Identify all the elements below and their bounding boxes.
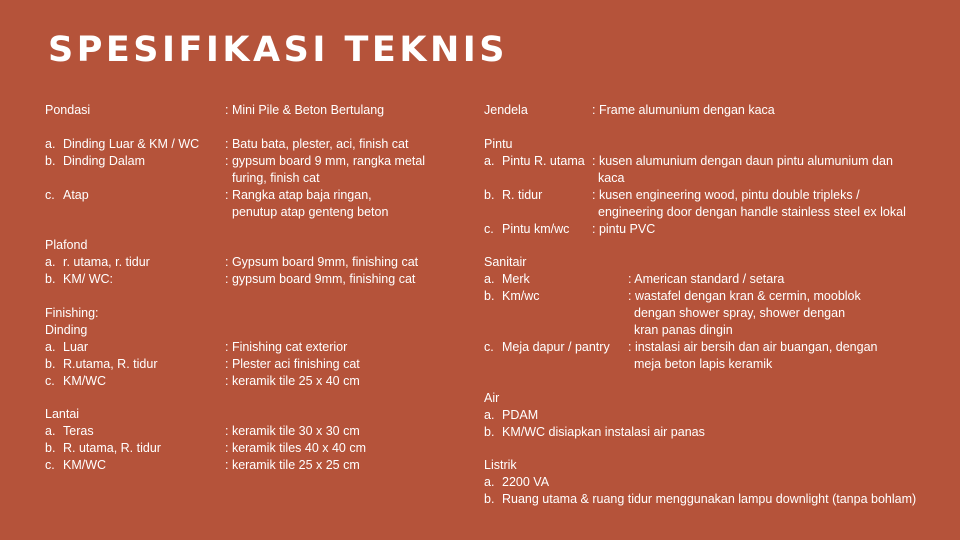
spec-value: : gypsum board 9mm, finishing cat bbox=[225, 272, 416, 286]
spec-row-lantai-kmwc bbox=[45, 457, 465, 474]
spec-row-continuation bbox=[484, 170, 954, 187]
spec-value: : American standard / setara bbox=[628, 272, 785, 286]
section-heading-row bbox=[45, 406, 465, 423]
spec-row-air-kmwc bbox=[484, 424, 954, 441]
spec-label: Dinding Dalam bbox=[63, 153, 145, 168]
list-number: c. bbox=[484, 340, 494, 354]
spec-label: Pintu km/wc bbox=[502, 221, 570, 236]
list-number: a. bbox=[484, 475, 495, 489]
section-heading-row bbox=[45, 237, 465, 254]
spec-value: : Finishing cat exterior bbox=[225, 339, 348, 354]
spec-label: Km/wc bbox=[502, 289, 540, 303]
list-number: b. bbox=[484, 289, 495, 303]
spec-label: Luar bbox=[63, 339, 89, 354]
spec-label: R. utama, R. tidur bbox=[63, 441, 161, 455]
section-heading-lantai: Lantai bbox=[45, 407, 80, 421]
spec-value-continuation: meja beton lapis keramik bbox=[634, 357, 773, 371]
spec-value: : Mini Pile & Beton Bertulang bbox=[225, 103, 385, 117]
spec-row-continuation bbox=[484, 322, 954, 339]
spec-label: Meja dapur / pantry bbox=[502, 340, 610, 354]
spec-value: : keramik tile 25 x 40 cm bbox=[225, 373, 360, 388]
spec-value: : wastafel dengan kran & cermin, mooblok bbox=[628, 289, 861, 303]
spec-row-jendela bbox=[484, 102, 954, 119]
spec-row-pintu-kmwc bbox=[484, 221, 954, 238]
spec-label: Dinding Luar & KM / WC bbox=[63, 136, 200, 151]
list-number: b. bbox=[45, 356, 56, 371]
spec-label: Atap bbox=[63, 187, 89, 202]
spec-label: KM/WC bbox=[63, 373, 107, 388]
spec-row-sanitair-kmwc bbox=[484, 288, 954, 305]
list-number: c. bbox=[45, 458, 55, 472]
spec-row-continuation bbox=[484, 356, 954, 373]
list-number: b. bbox=[45, 441, 56, 455]
spec-value: : keramik tiles 40 x 40 cm bbox=[225, 441, 367, 455]
section-heading-listrik: Listrik bbox=[484, 458, 517, 472]
spec-row-atap bbox=[45, 187, 465, 204]
spec-row-continuation bbox=[45, 204, 465, 221]
spec-row-finishing-utama bbox=[45, 356, 465, 373]
section-subheading-row bbox=[45, 322, 465, 339]
spec-row-pintu-tidur bbox=[484, 187, 954, 204]
spec-row-plafond-kmwc bbox=[45, 271, 465, 288]
section-heading-pintu: Pintu bbox=[484, 136, 513, 151]
section-heading-row bbox=[45, 305, 465, 322]
spec-row-sanitair-dapur bbox=[484, 339, 954, 356]
list-number: a. bbox=[45, 339, 56, 354]
spec-row-air-pdam bbox=[484, 407, 954, 424]
spec-label: Pondasi bbox=[45, 103, 91, 117]
section-heading-plafond: Plafond bbox=[45, 238, 88, 252]
spec-label: Jendela bbox=[484, 103, 528, 117]
spec-row-continuation bbox=[45, 170, 465, 187]
section-heading-row bbox=[484, 457, 954, 474]
spec-value: : kusen alumunium dengan daun pintu alumunium dan bbox=[592, 153, 893, 168]
spec-value: : pintu PVC bbox=[592, 221, 656, 236]
list-number: c. bbox=[484, 221, 494, 236]
spec-row-listrik-va bbox=[484, 474, 954, 491]
list-number: b. bbox=[484, 424, 495, 439]
section-heading-row bbox=[484, 390, 954, 407]
spec-label: KM/WC bbox=[63, 458, 107, 472]
spec-text: KM/WC disiapkan instalasi air panas bbox=[502, 424, 705, 439]
spec-label: Merk bbox=[502, 272, 530, 286]
spec-value-continuation: dengan shower spray, shower dengan bbox=[634, 306, 846, 320]
spec-value-continuation: kaca bbox=[598, 170, 625, 185]
section-heading-row bbox=[484, 136, 954, 153]
section-heading-row bbox=[484, 254, 954, 271]
spec-row-lantai-utama bbox=[45, 440, 465, 457]
spec-row-pondasi bbox=[45, 102, 465, 119]
spec-value: : gypsum board 9 mm, rangka metal bbox=[225, 153, 426, 168]
list-number: b. bbox=[45, 153, 56, 168]
spec-value: : instalasi air bersih dan air buangan, dengan bbox=[628, 340, 878, 354]
list-number: b. bbox=[484, 187, 495, 202]
spec-label: R.utama, R. tidur bbox=[63, 356, 158, 371]
section-heading-air: Air bbox=[484, 390, 500, 405]
spec-value-continuation: furing, finish cat bbox=[232, 170, 320, 185]
spec-text: 2200 VA bbox=[502, 475, 550, 489]
spec-value: : keramik tile 25 x 25 cm bbox=[225, 458, 360, 472]
section-heading-finishing: Finishing: bbox=[45, 305, 99, 320]
spec-row-continuation bbox=[484, 305, 954, 322]
spec-row-sanitair-merk bbox=[484, 271, 954, 288]
list-number: a. bbox=[484, 407, 495, 422]
list-number: b. bbox=[484, 492, 495, 506]
list-number: a. bbox=[45, 255, 56, 269]
spec-value: : Rangka atap baja ringan, bbox=[225, 187, 372, 202]
spec-value-continuation: kran panas dingin bbox=[634, 323, 733, 337]
spec-text: PDAM bbox=[502, 407, 539, 422]
spec-row-dinding-dalam bbox=[45, 153, 465, 170]
spec-label: KM/ WC: bbox=[63, 272, 113, 286]
spec-value: : Gypsum board 9mm, finishing cat bbox=[225, 255, 419, 269]
spec-value: : keramik tile 30 x 30 cm bbox=[225, 424, 360, 438]
spec-label: Pintu R. utama bbox=[502, 153, 585, 168]
list-number: a. bbox=[484, 272, 495, 286]
spec-row-pintu-utama bbox=[484, 153, 954, 170]
spec-label: Teras bbox=[63, 424, 94, 438]
page-title: SPESIFIKASI TEKNIS bbox=[48, 30, 508, 70]
spec-value: : Frame alumunium dengan kaca bbox=[592, 103, 775, 117]
spec-value: : Plester aci finishing cat bbox=[225, 356, 360, 371]
spec-row-finishing-luar bbox=[45, 339, 465, 356]
spec-value-continuation: engineering door dengan handle stainless steel ex lokal bbox=[598, 204, 906, 219]
list-number: c. bbox=[45, 373, 55, 388]
spec-row-dinding-luar bbox=[45, 136, 465, 153]
list-number: b. bbox=[45, 272, 56, 286]
list-number: c. bbox=[45, 187, 55, 202]
list-number: a. bbox=[484, 153, 495, 168]
spec-value: : Batu bata, plester, aci, finish cat bbox=[225, 136, 409, 151]
list-number: a. bbox=[45, 424, 56, 438]
spec-value: : kusen engineering wood, pintu double tripleks / bbox=[592, 187, 860, 202]
section-subheading-dinding: Dinding bbox=[45, 322, 88, 337]
list-number: a. bbox=[45, 136, 56, 151]
right-column bbox=[484, 102, 954, 508]
spec-row-continuation bbox=[484, 204, 954, 221]
spec-row-lantai-teras bbox=[45, 423, 465, 440]
spec-value-continuation: penutup atap genteng beton bbox=[232, 204, 389, 219]
spec-row-listrik-lampu bbox=[484, 491, 954, 508]
spec-text: Ruang utama & ruang tidur menggunakan lampu downlight (tanpa bohlam) bbox=[502, 492, 917, 506]
spec-row-plafond-utama bbox=[45, 254, 465, 271]
spec-label: r. utama, r. tidur bbox=[63, 255, 150, 269]
spec-label: R. tidur bbox=[502, 187, 543, 202]
spec-row-finishing-kmwc bbox=[45, 373, 465, 390]
section-heading-sanitair: Sanitair bbox=[484, 255, 527, 269]
left-column bbox=[45, 102, 465, 474]
